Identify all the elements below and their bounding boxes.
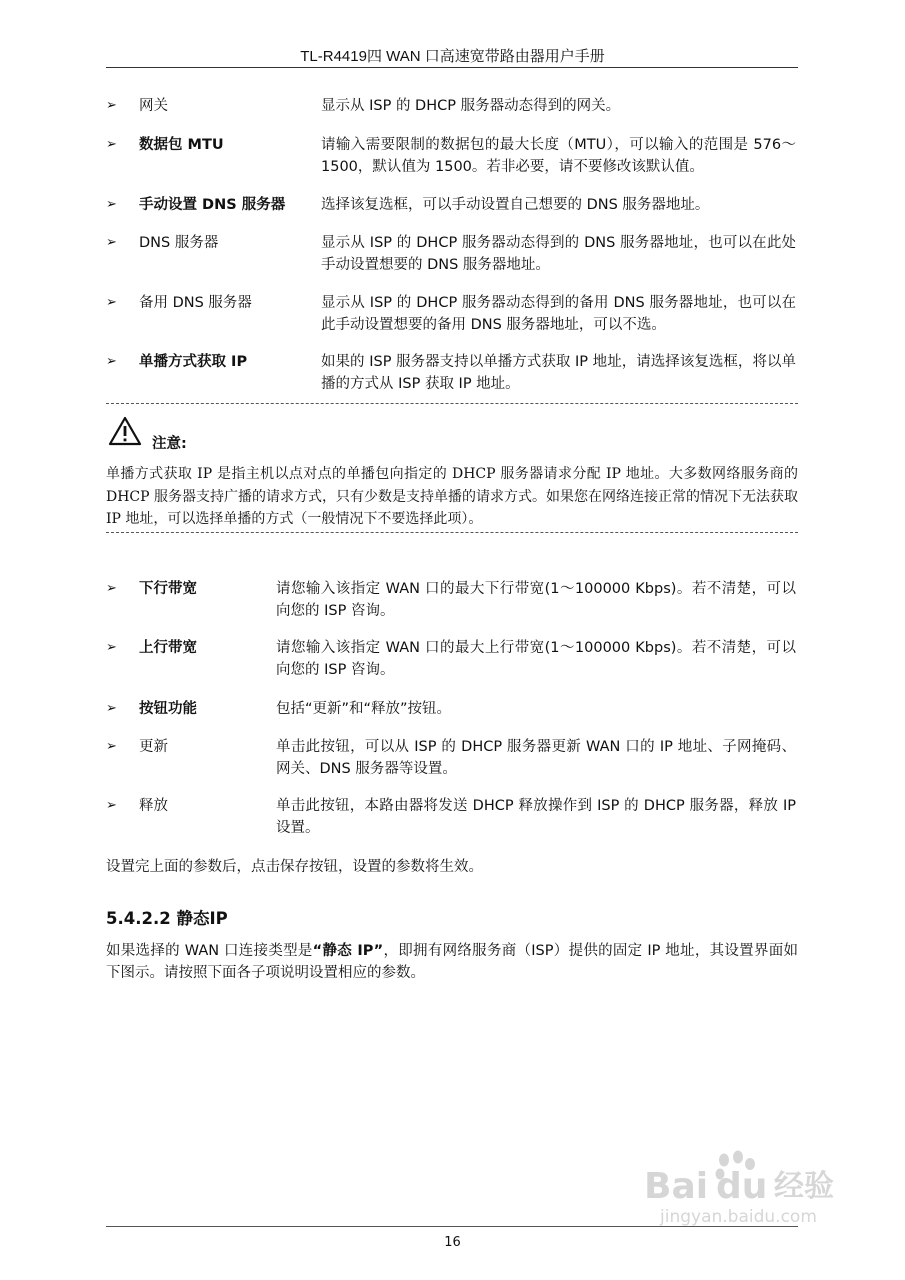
intro-text: 如果选择的 WAN 口连接类型是 (106, 943, 313, 959)
intro-text-tail: ，即拥有网络服务商（ISP）提供的固定 IP 地址，其设置界面如下图示。请按照下面各子项说明设置相应的参数。 (106, 943, 799, 981)
bullet-icon: ➢ (106, 137, 117, 152)
baidu-watermark (640, 1148, 860, 1228)
header-rule (106, 67, 798, 68)
warning-icon (108, 416, 142, 446)
item-term: DNS 服务器 (139, 235, 219, 251)
item-term: 释放 (139, 798, 168, 814)
item-desc: 选择该复选框，可以手动设置自己想要的 DNS 服务器地址。 (321, 197, 710, 213)
note-body: 单播方式获取 IP 是指主机以点对点的单播包向指定的 DHCP 服务器请求分配 IP 地址。大多数网络服务商的 DHCP 服务器支持广播的请求方式，只有少数是支持单播的请求方式。如果您在网络连接正常的情况下无法获取 IP 地址，可以选择单播的方式（一般情况下不要选择此项）。 (106, 466, 799, 527)
item-desc: 包括“更新”和“释放”按钮。 (276, 701, 452, 717)
item-desc: 显示从 ISP 的 DHCP 服务器动态得到的 DNS 服务器地址，也可以在此处手动设置想要的 DNS 服务器地址。 (321, 235, 796, 273)
item-term: 按钮功能 (139, 701, 197, 717)
item-desc: 单击此按钮，可以从 ISP 的 DHCP 服务器更新 WAN 口的 IP 地址、子网掩码、网关、DNS 服务器等设置。 (276, 739, 796, 777)
bullet-icon: ➢ (106, 739, 117, 754)
watermark-brand-cn: 经验 (774, 1169, 834, 1204)
bullet-icon: ➢ (106, 640, 117, 655)
item-term: 网关 (139, 98, 168, 114)
bullet-icon: ➢ (106, 701, 117, 716)
watermark-brand-tail: du (716, 1166, 768, 1207)
footer-rule (106, 1226, 798, 1227)
note-title: 注意: (152, 436, 187, 452)
header-title: TL-R4419四 WAN 口高速宽带路由器用户手册 (300, 48, 605, 65)
note-top-rule (106, 403, 798, 404)
watermark-brand: Bai (644, 1166, 709, 1207)
bullet-icon: ➢ (106, 98, 117, 113)
bullet-icon: ➢ (106, 798, 117, 813)
bullet-icon: ➢ (106, 581, 117, 596)
item-desc: 请您输入该指定 WAN 口的最大上行带宽(1～100000 Kbps)。若不清楚，可以向您的 ISP 咨询。 (276, 640, 796, 678)
item-term: 下行带宽 (139, 581, 197, 597)
bullet-icon: ➢ (106, 354, 117, 369)
bullet-icon: ➢ (106, 235, 117, 250)
section-heading: 5.4.2.2 静态IP (106, 909, 228, 928)
note-bottom-rule (106, 532, 798, 533)
item-desc: 如果的 ISP 服务器支持以单播方式获取 IP 地址，请选择该复选框，将以单播的方式从 ISP 获取 IP 地址。 (321, 354, 796, 392)
item-desc: 显示从 ISP 的 DHCP 服务器动态得到的备用 DNS 服务器地址，也可以在此手动设置想要的备用 DNS 服务器地址，可以不选。 (321, 295, 796, 333)
item-term: 上行带宽 (139, 640, 197, 656)
item-desc: 显示从 ISP 的 DHCP 服务器动态得到的网关。 (321, 98, 621, 114)
item-desc: 请您输入该指定 WAN 口的最大下行带宽(1～100000 Kbps)。若不清楚，可以向您的 ISP 咨询。 (276, 581, 796, 619)
section-intro (106, 940, 798, 984)
page-number: 16 (444, 1235, 461, 1250)
item-desc: 单击此按钮，本路由器将发送 DHCP 释放操作到 ISP 的 DHCP 服务器，释放 IP 设置。 (276, 798, 796, 836)
item-term: 数据包 MTU (139, 137, 224, 153)
item-term: 手动设置 DNS 服务器 (139, 197, 286, 213)
item-term: 更新 (139, 739, 168, 755)
item-desc: 请输入需要限制的数据包的最大长度（MTU），可以输入的范围是 576～1500，默认值为 1500。若非必要，请不要修改该默认值。 (321, 137, 796, 175)
save-note: 设置完上面的参数后，点击保存按钮，设置的参数将生效。 (106, 859, 483, 875)
item-term: 备用 DNS 服务器 (139, 295, 252, 311)
item-term: 单播方式获取 IP (139, 354, 248, 370)
bullet-icon: ➢ (106, 295, 117, 310)
bullet-icon: ➢ (106, 197, 117, 212)
watermark-url: jingyan.baidu.com (660, 1207, 817, 1227)
intro-bold-text: “静态 IP” (312, 943, 384, 959)
